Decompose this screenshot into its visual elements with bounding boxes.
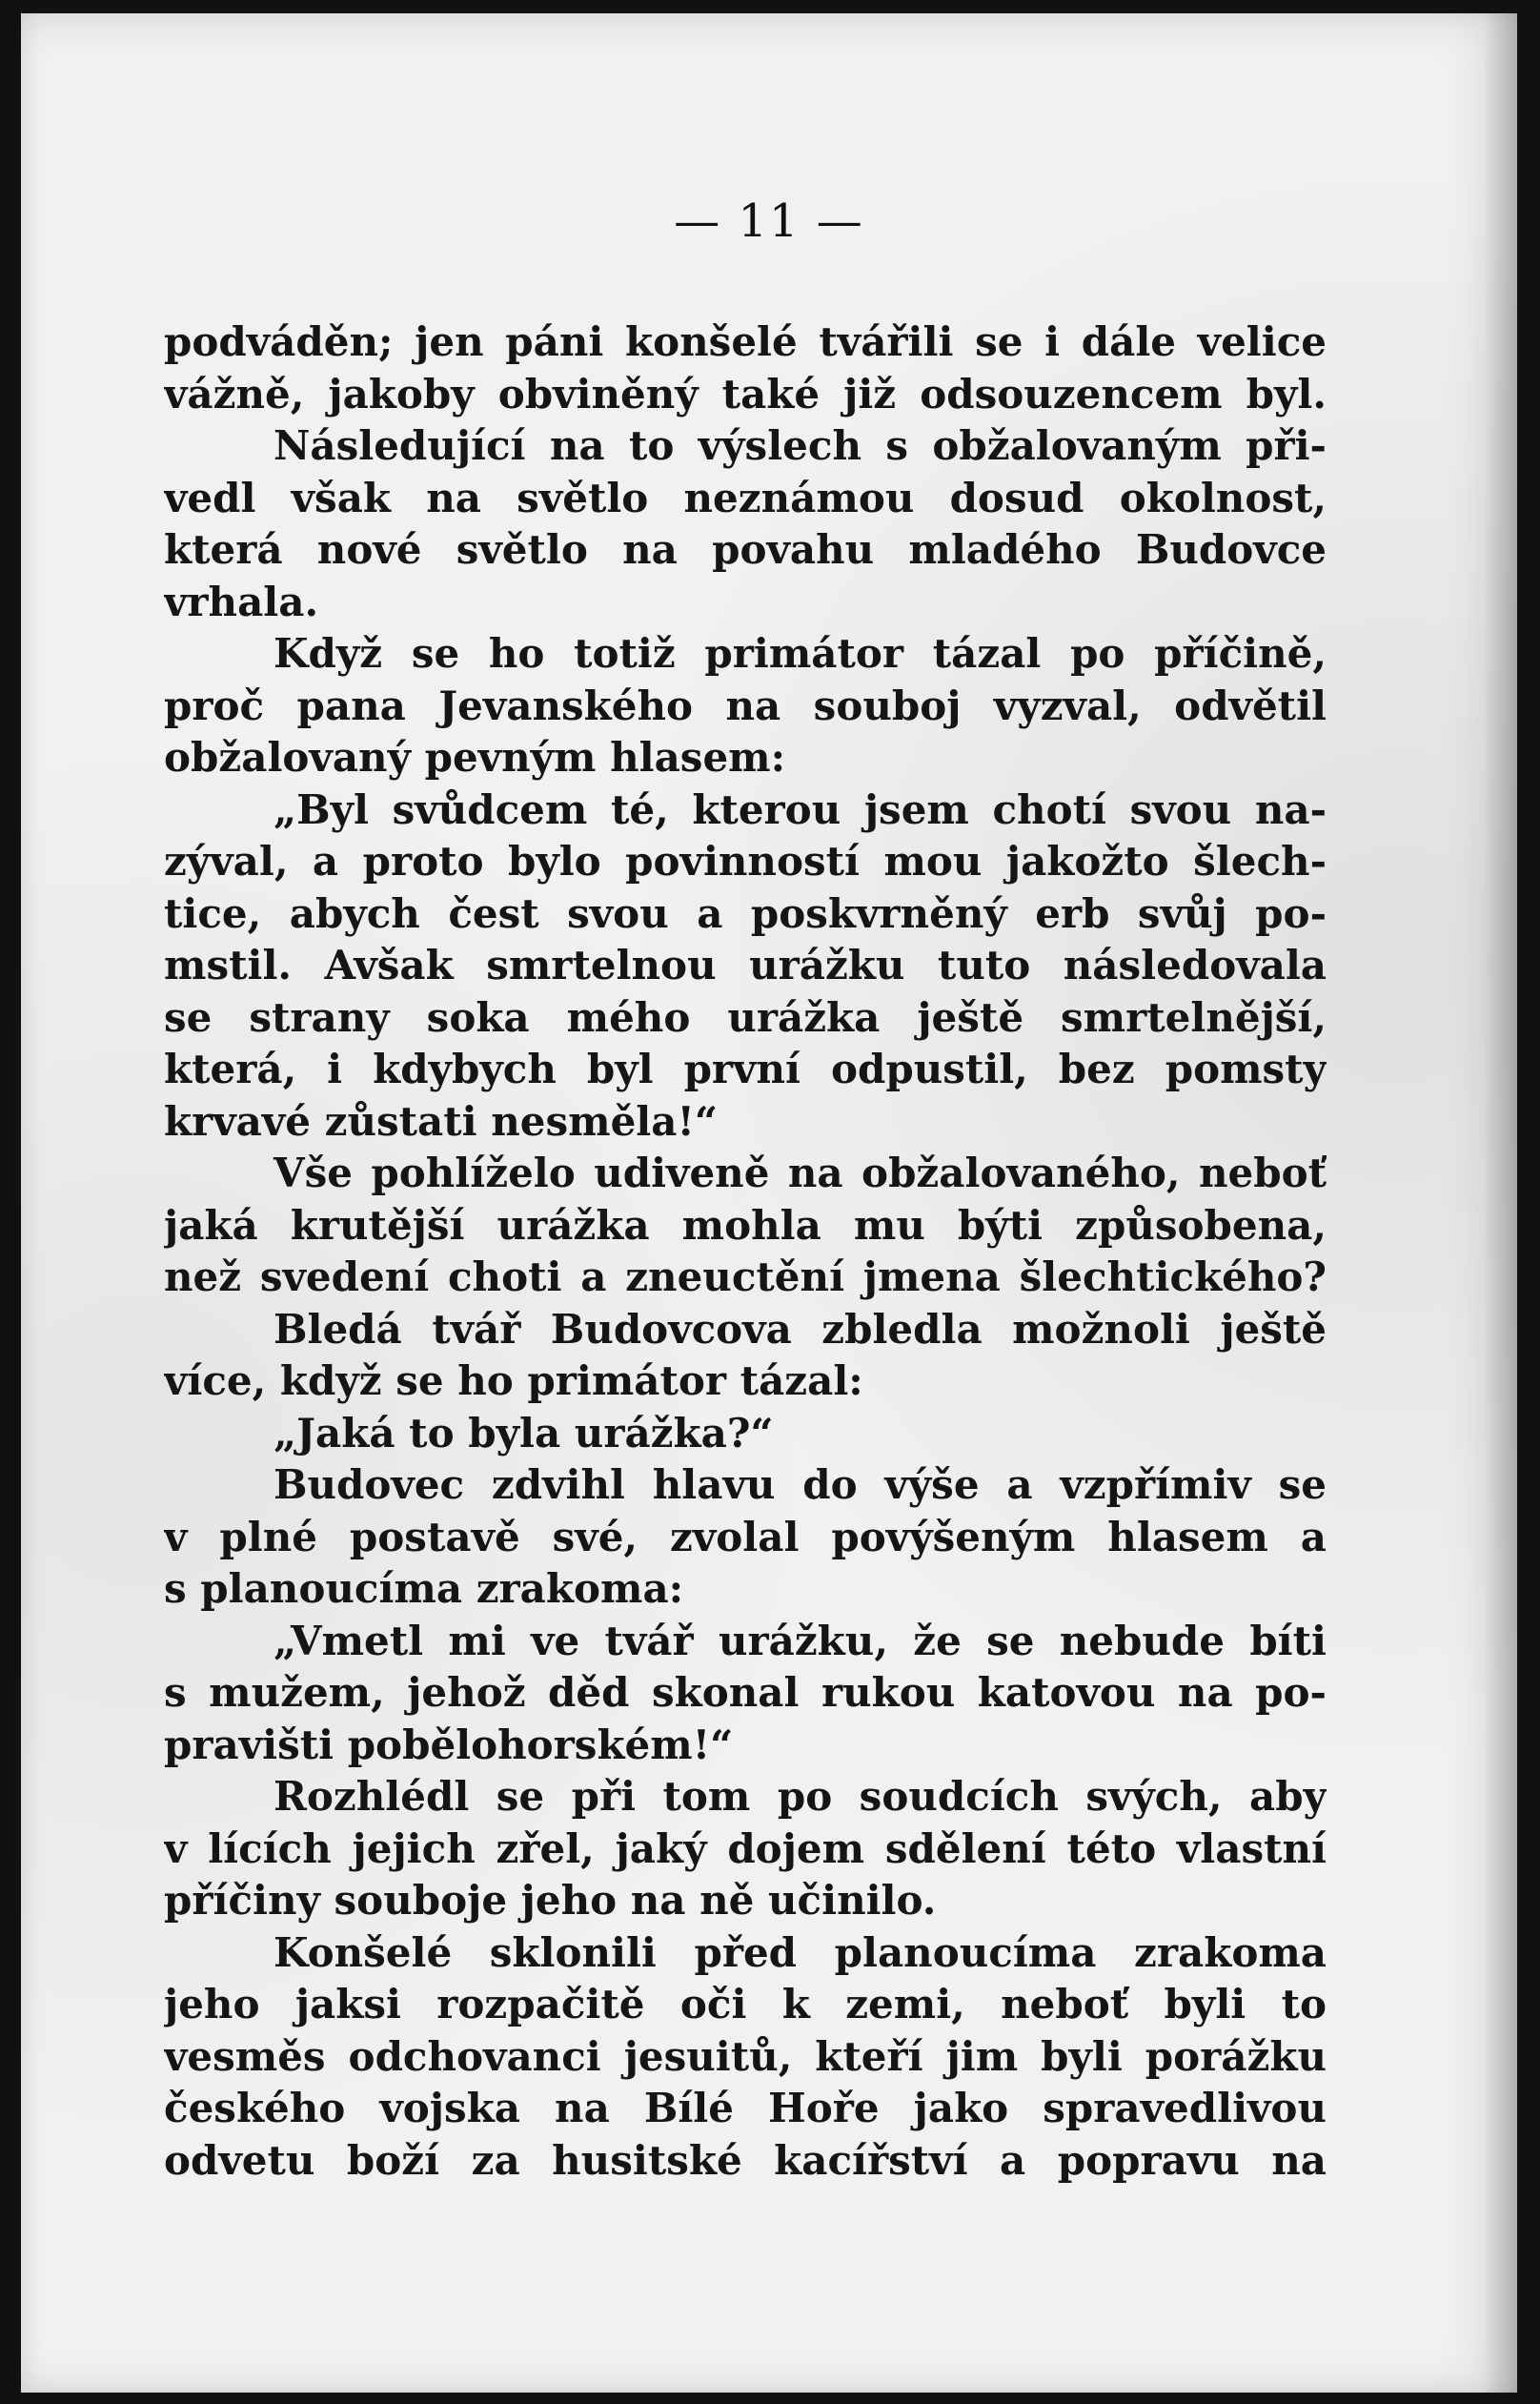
- text-line: s mužem, jehož děd skonal rukou katovou na po-: [164, 1669, 1327, 1716]
- text-line: která nové světlo na povahu mladého Budovce: [164, 526, 1327, 573]
- page-edge-shadow: [1483, 13, 1517, 2393]
- text-line: Když se ho totiž primátor tázal po příčině,: [274, 630, 1327, 677]
- text-line: „Jaká to byla urážka?“: [274, 1409, 774, 1457]
- page-number: — 11 —: [674, 194, 864, 248]
- text-line: obžalovaný pevným hlasem:: [164, 734, 786, 781]
- text-line: Následující na to výslech s obžalovaným při-: [274, 422, 1327, 469]
- text-line: více, když se ho primátor tázal:: [164, 1357, 863, 1404]
- text-line: se strany soka mého urážka ještě smrtelnější,: [164, 993, 1327, 1041]
- text-line: jaká krutější urážka mohla mu býti způsobena,: [164, 1201, 1327, 1249]
- text-line: vrhala.: [164, 578, 319, 625]
- text-line: zýval, a proto bylo povinností mou jakožto šlech-: [164, 838, 1327, 885]
- text-line: Bledá tvář Budovcova zbledla možnoli ještě: [274, 1305, 1327, 1353]
- text-line: s planoucíma zrakoma:: [164, 1565, 684, 1612]
- text-line: mstil. Avšak smrtelnou urážku tuto následovala: [164, 942, 1327, 988]
- body-text: [164, 316, 1327, 2187]
- text-line: odvetu boží za husitské kacířství a popravu na: [164, 2136, 1327, 2184]
- text-line: českého vojska na Bílé Hoře jako spravedlivou: [164, 2085, 1327, 2131]
- text-line: v plné postavě své, zvolal povýšeným hlasem a: [164, 1513, 1327, 1560]
- text-line: než svedení choti a zneuctění jmena šlechtického?: [164, 1253, 1327, 1300]
- book-page: [21, 13, 1517, 2393]
- text-line: podváděn; jen páni konšelé tvářili se i dále velice: [164, 318, 1327, 365]
- text-line: vážně, jakoby obviněný také již odsouzencem byl.: [164, 370, 1327, 418]
- text-line: Rozhlédl se při tom po soudcích svých, aby: [274, 1773, 1327, 1820]
- text-line: v lících jejich zřel, jaký dojem sdělení této vlastní: [164, 1824, 1327, 1872]
- text-line: tice, abych čest svou a poskvrněný erb svůj po-: [164, 889, 1327, 937]
- text-line: „Byl svůdcem té, kterou jsem chotí svou na-: [274, 785, 1327, 833]
- text-line: příčiny souboje jeho na ně učinilo.: [164, 1877, 937, 1924]
- text-line: Vše pohlíželo udiveně na obžalovaného, neboť: [274, 1150, 1327, 1196]
- text-line: jeho jaksi rozpačitě oči k zemi, neboť byli to: [164, 1981, 1327, 2027]
- text-line: pravišti pobělohorském!“: [164, 1721, 734, 1768]
- text-line: krvavé zůstati nesměla!“: [164, 1097, 719, 1145]
- text-line: proč pana Jevanského na souboj vyzval, odvětil: [164, 682, 1327, 729]
- text-line: Budovec zdvihl hlavu do výše a vzpřímiv se: [274, 1461, 1327, 1508]
- text-line: která, i kdybych byl první odpustil, bez pomsty: [164, 1046, 1327, 1092]
- text-line: vesměs odchovanci jesuitů, kteří jim byli porážku: [164, 2032, 1327, 2080]
- text-line: vedl však na světlo neznámou dosud okolnost,: [164, 474, 1327, 521]
- text-line: „Vmetl mi ve tvář urážku, že se nebude bíti: [274, 1617, 1327, 1664]
- text-line: Konšelé sklonili před planoucíma zrakoma: [274, 1928, 1327, 1976]
